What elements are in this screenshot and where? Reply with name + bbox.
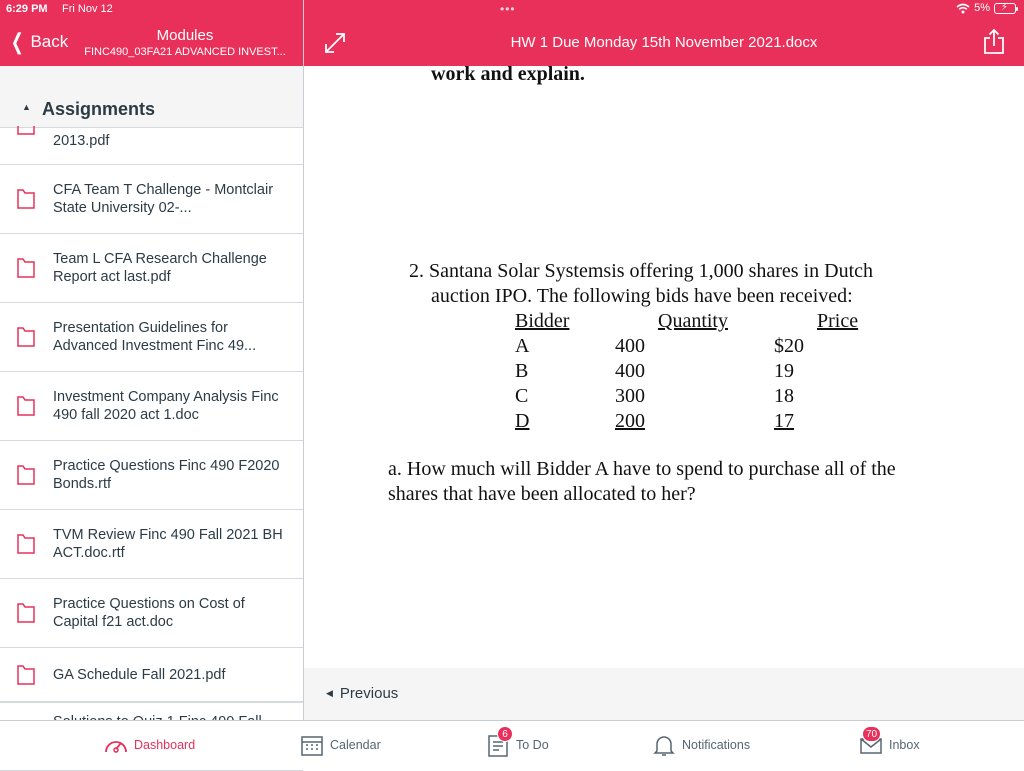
item-label: 2013.pdf [53,133,110,149]
tab-dashboard[interactable] [104,733,195,757]
tab-inbox[interactable] [859,729,920,757]
item-label: Investment Company Analysis Finc 490 fall 2020 act 1.doc [53,389,279,423]
multitasking-dots-icon[interactable]: ••• [500,2,516,16]
share-icon[interactable] [982,28,1006,56]
doc-line-top: work and explain. [431,63,585,85]
item-label: TVM Review Finc 490 Fall 2021 BH ACT.doc.rtf [53,527,283,561]
status-right [956,2,1016,14]
battery-icon: ⚡ [994,3,1016,14]
modules-header [0,20,303,66]
table-cell: 300 [615,385,645,407]
table-cell: 400 [615,360,645,382]
top-bar [0,0,1024,66]
document-icon [16,258,36,278]
table-header-bidder: Bidder [515,310,570,332]
item-label: Team L CFA Research Challenge Report act last.pdf [53,251,267,285]
table-cell: C [515,385,529,407]
table-cell: $20 [774,335,804,357]
question-2-line-1: 2. Santana Solar Systemsis offering 1,000 shares in Dutch [409,260,874,282]
status-bar [0,0,1024,20]
pager-bar [304,668,1024,720]
list-item[interactable] [0,128,303,165]
inbox-badge: 70 [862,726,881,742]
section-header-assignments[interactable] [0,66,303,128]
list-item[interactable] [0,648,303,702]
list-item[interactable] [0,579,303,648]
module-item-list [0,128,303,771]
table-header-price: Price [817,310,859,332]
item-label: GA Schedule Fall 2021.pdf [53,666,226,683]
modules-sidebar [0,66,303,720]
document-icon [16,534,36,554]
triangle-left-icon: ◀ [326,688,333,698]
question-2-line-2: auction IPO. The following bids have been received: [431,285,853,307]
tab-label: Calendar [330,738,381,752]
document-title: HW 1 Due Monday 15th November 2021.docx [510,34,818,51]
back-button[interactable] [8,29,69,54]
tab-label: Notifications [682,738,751,752]
table-cell: A [515,335,530,357]
table-cell: B [515,360,529,382]
item-label: CFA Team T Challenge - Montclair State University 02-... [53,182,274,216]
dashboard-icon [104,733,128,757]
todo-icon-wrap [486,729,510,757]
status-date: Fri Nov 12 [62,3,113,15]
todo-badge: 6 [497,726,513,742]
table-header-quantity: Quantity [658,310,728,332]
chevron-left-icon: ❮ [10,29,24,54]
table-cell: 19 [774,360,794,382]
table-cell: D [515,410,530,432]
document-icon [16,126,36,146]
wifi-icon [956,3,970,14]
table-cell: 17 [774,410,794,432]
previous-button[interactable] [326,685,398,702]
tab-bar [0,720,1024,768]
document-icon [16,603,36,623]
list-item[interactable] [0,372,303,441]
tab-label: Dashboard [134,738,196,752]
question-a-line-1: a. How much will Bidder A have to spend to purchase all of the [388,458,896,480]
list-item[interactable] [0,441,303,510]
list-item[interactable] [0,234,303,303]
battery-percent: 5% [974,2,990,14]
item-label: Presentation Guidelines for Advanced Investment Finc 49... [53,320,257,354]
document-icon [16,465,36,485]
table-cell: 200 [615,410,645,432]
previous-label: Previous [339,685,399,702]
collapse-triangle-icon: ▲ [22,102,31,112]
course-name: FINC490_03FA21 ADVANCED INVEST... [84,46,286,58]
item-label: Practice Questions on Cost of Capital f21 act.doc [53,596,245,630]
document-viewer[interactable] [304,63,1024,668]
table-cell: 400 [615,335,645,357]
list-item[interactable] [0,510,303,579]
calendar-icon [300,733,324,757]
status-time: 6:29 PM [6,3,48,15]
question-a-line-2: shares that have been allocated to her? [388,483,696,505]
tab-label: To Do [516,738,549,752]
tab-todo[interactable] [486,729,549,757]
list-item[interactable] [0,303,303,372]
inbox-icon-wrap [859,729,883,757]
document-icon [16,327,36,347]
table-cell: 18 [774,385,794,407]
modules-title: Modules [156,27,214,44]
back-label: Back [30,32,69,51]
document-icon [16,396,36,416]
item-label: Practice Questions Finc 490 F2020 Bonds.rtf [53,458,280,492]
bell-icon [652,733,676,757]
tab-calendar[interactable] [300,733,381,757]
document-icon [16,665,36,685]
tab-label: Inbox [889,738,920,752]
section-label: Assignments [42,99,156,119]
document-header [304,20,1024,66]
list-item[interactable] [0,165,303,234]
tab-notifications[interactable] [652,733,750,757]
document-icon [16,189,36,209]
